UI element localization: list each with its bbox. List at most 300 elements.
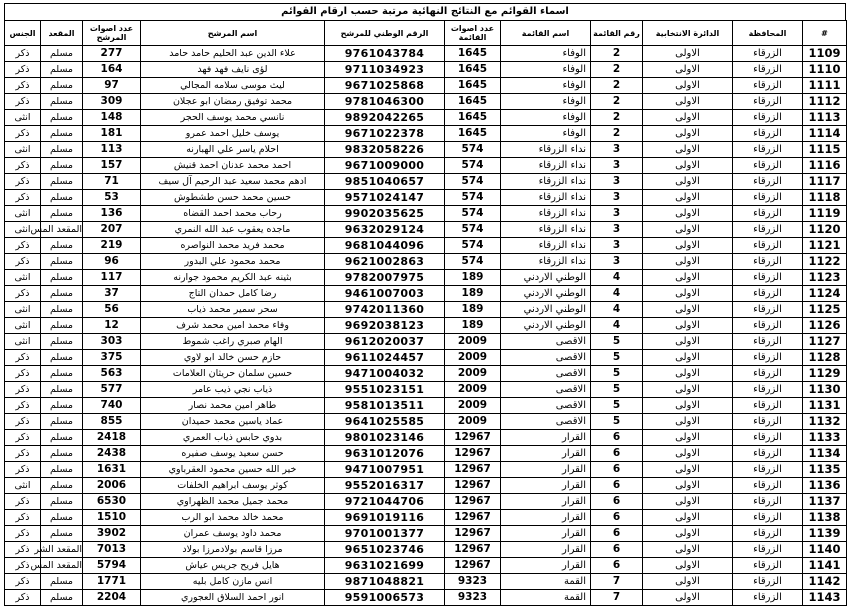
candidate-name-cell: عماد ياسين محمد حميدان (141, 414, 325, 430)
list-votes-cell: 1645 (445, 78, 501, 94)
list-name-cell: نداء الزرقاء (501, 174, 591, 190)
governorate-cell: الزرقاء (733, 78, 803, 94)
gender-cell: ذكر (5, 94, 41, 110)
seat-cell: مسلم (41, 94, 83, 110)
list-number-cell: 3 (591, 222, 643, 238)
candidate-votes-cell: 7013 (83, 542, 141, 558)
governorate-cell: الزرقاء (733, 142, 803, 158)
candidate-votes-cell: 3902 (83, 526, 141, 542)
row-number: 1116 (803, 158, 847, 174)
candidate-name-cell: ليث موسى سلامه المجالي (141, 78, 325, 94)
candidate-name-cell: نانسي محمد يوسف الحجر (141, 110, 325, 126)
list-name-cell: الوطني الاردني (501, 270, 591, 286)
gender-cell: ذكر (5, 526, 41, 542)
candidate-votes-cell: 71 (83, 174, 141, 190)
list-number-cell: 5 (591, 382, 643, 398)
row-number: 1118 (803, 190, 847, 206)
row-number: 1110 (803, 62, 847, 78)
national-id-cell: 9742011360 (325, 302, 445, 318)
row-number: 1114 (803, 126, 847, 142)
seat-cell: مسلم (41, 286, 83, 302)
national-id-cell: 9581013511 (325, 398, 445, 414)
candidate-name-cell: محمد خالد محمد ابو الرب (141, 510, 325, 526)
list-number-cell: 7 (591, 574, 643, 590)
national-id-cell: 9781046300 (325, 94, 445, 110)
table-row (5, 142, 847, 158)
governorate-cell: الزرقاء (733, 334, 803, 350)
list-votes-cell: 12967 (445, 526, 501, 542)
gender-cell: ذكر (5, 174, 41, 190)
candidate-votes-cell: 1631 (83, 462, 141, 478)
circuit-cell: الاولى (643, 574, 733, 590)
seat-cell: مسلم (41, 334, 83, 350)
governorate-cell: الزرقاء (733, 542, 803, 558)
circuit-cell: الاولى (643, 238, 733, 254)
table-row (5, 542, 847, 558)
candidate-votes-cell: 136 (83, 206, 141, 222)
list-number-cell: 3 (591, 238, 643, 254)
governorate-cell: الزرقاء (733, 222, 803, 238)
candidate-name-cell: ذياب نجي ذيب عامر (141, 382, 325, 398)
gender-cell: ذكر (5, 46, 41, 62)
gender-cell: انثى (5, 222, 41, 238)
candidate-votes-cell: 303 (83, 334, 141, 350)
candidate-votes-cell: 207 (83, 222, 141, 238)
seat-cell: مسلم (41, 510, 83, 526)
candidate-votes-cell: 12 (83, 318, 141, 334)
governorate-cell: الزرقاء (733, 574, 803, 590)
candidate-votes-cell: 577 (83, 382, 141, 398)
governorate-cell: الزرقاء (733, 238, 803, 254)
candidate-votes-cell: 181 (83, 126, 141, 142)
list-name-cell: القرار (501, 478, 591, 494)
gender-cell: ذكر (5, 62, 41, 78)
candidate-name-cell: هايل فريح جريس عياش (141, 558, 325, 574)
circuit-cell: الاولى (643, 590, 733, 606)
list-votes-cell: 189 (445, 318, 501, 334)
candidate-votes-cell: 164 (83, 62, 141, 78)
circuit-cell: الاولى (643, 318, 733, 334)
candidate-votes-cell: 309 (83, 94, 141, 110)
row-number: 1115 (803, 142, 847, 158)
gender-cell: ذكر (5, 510, 41, 526)
table-row (5, 494, 847, 510)
list-votes-cell: 1645 (445, 46, 501, 62)
list-number-cell: 2 (591, 94, 643, 110)
gender-cell: ذكر (5, 462, 41, 478)
seat-cell: مسلم (41, 174, 83, 190)
table-row (5, 78, 847, 94)
row-number: 1137 (803, 494, 847, 510)
circuit-cell: الاولى (643, 174, 733, 190)
table-row (5, 158, 847, 174)
candidate-name-cell: كوثر يوسف ابراهيم الخلفات (141, 478, 325, 494)
row-number: 1131 (803, 398, 847, 414)
national-id-cell: 9832058226 (325, 142, 445, 158)
list-name-cell: القرار (501, 526, 591, 542)
governorate-cell: الزرقاء (733, 302, 803, 318)
candidate-name-cell: محمد جميل محمد الظهراوي (141, 494, 325, 510)
candidate-name-cell: محمد محمود علي البدور (141, 254, 325, 270)
gender-cell: ذكر (5, 350, 41, 366)
circuit-cell: الاولى (643, 462, 733, 478)
national-id-cell: 9782007975 (325, 270, 445, 286)
list-votes-cell: 1645 (445, 94, 501, 110)
candidate-votes-cell: 2418 (83, 430, 141, 446)
row-number: 1125 (803, 302, 847, 318)
circuit-cell: الاولى (643, 158, 733, 174)
governorate-cell: الزرقاء (733, 126, 803, 142)
national-id-cell: 9681044096 (325, 238, 445, 254)
circuit-cell: الاولى (643, 558, 733, 574)
gender-cell: ذكر (5, 238, 41, 254)
list-number-cell: 6 (591, 526, 643, 542)
governorate-cell: الزرقاء (733, 478, 803, 494)
governorate-cell: الزرقاء (733, 398, 803, 414)
seat-cell: مسلم (41, 414, 83, 430)
gender-cell: ذكر (5, 398, 41, 414)
list-number-cell: 3 (591, 174, 643, 190)
circuit-cell: الاولى (643, 334, 733, 350)
national-id-cell: 9721044706 (325, 494, 445, 510)
list-number-cell: 6 (591, 446, 643, 462)
national-id-cell: 9851040657 (325, 174, 445, 190)
seat-cell: مسلم (41, 350, 83, 366)
circuit-cell: الاولى (643, 62, 733, 78)
candidate-votes-cell: 117 (83, 270, 141, 286)
governorate-cell: الزرقاء (733, 414, 803, 430)
table-row (5, 462, 847, 478)
governorate-cell: الزرقاء (733, 446, 803, 462)
national-id-cell: 9611024457 (325, 350, 445, 366)
seat-cell: مسلم (41, 366, 83, 382)
gender-cell: ذكر (5, 158, 41, 174)
gender-cell: ذكر (5, 366, 41, 382)
candidate-votes-cell: 56 (83, 302, 141, 318)
row-number: 1128 (803, 350, 847, 366)
candidate-name-cell: مرزا قاسم بولادمرزا بولاد (141, 542, 325, 558)
header-candidate-name: اسم المرشح (141, 21, 325, 46)
circuit-cell: الاولى (643, 446, 733, 462)
table-row (5, 398, 847, 414)
candidate-name-cell: حسين محمد حسن طشطوش (141, 190, 325, 206)
national-id-cell: 9551023151 (325, 382, 445, 398)
header-circuit: الدائرة الانتخابية (643, 21, 733, 46)
governorate-cell: الزرقاء (733, 318, 803, 334)
list-name-cell: القرار (501, 542, 591, 558)
list-name-cell: نداء الزرقاء (501, 238, 591, 254)
list-name-cell: نداء الزرقاء (501, 190, 591, 206)
list-votes-cell: 574 (445, 206, 501, 222)
gender-cell: ذكر (5, 542, 41, 558)
list-name-cell: نداء الزرقاء (501, 254, 591, 270)
list-number-cell: 5 (591, 414, 643, 430)
candidate-votes-cell: 6530 (83, 494, 141, 510)
header-list-name: اسم القائمة (501, 21, 591, 46)
gender-cell: ذكر (5, 446, 41, 462)
governorate-cell: الزرقاء (733, 494, 803, 510)
list-number-cell: 2 (591, 78, 643, 94)
list-number-cell: 6 (591, 542, 643, 558)
list-name-cell: نداء الزرقاء (501, 222, 591, 238)
circuit-cell: الاولى (643, 398, 733, 414)
list-votes-cell: 9323 (445, 574, 501, 590)
governorate-cell: الزرقاء (733, 590, 803, 606)
list-number-cell: 2 (591, 62, 643, 78)
candidate-name-cell: محمد داود يوسف عمران (141, 526, 325, 542)
list-votes-cell: 574 (445, 190, 501, 206)
governorate-cell: الزرقاء (733, 94, 803, 110)
candidate-votes-cell: 157 (83, 158, 141, 174)
gender-cell: انثى (5, 206, 41, 222)
seat-cell: مسلم (41, 478, 83, 494)
circuit-cell: الاولى (643, 414, 733, 430)
candidate-name-cell: خير الله حسين محمود العقرباوي (141, 462, 325, 478)
governorate-cell: الزرقاء (733, 526, 803, 542)
candidate-votes-cell: 740 (83, 398, 141, 414)
table-row (5, 382, 847, 398)
list-number-cell: 5 (591, 398, 643, 414)
national-id-cell: 9761043784 (325, 46, 445, 62)
national-id-cell: 9571024147 (325, 190, 445, 206)
seat-cell: مسلم (41, 62, 83, 78)
governorate-cell: الزرقاء (733, 158, 803, 174)
list-number-cell: 2 (591, 110, 643, 126)
governorate-cell: الزرقاء (733, 46, 803, 62)
row-number: 1109 (803, 46, 847, 62)
candidate-votes-cell: 2204 (83, 590, 141, 606)
list-number-cell: 3 (591, 190, 643, 206)
list-number-cell: 6 (591, 430, 643, 446)
list-votes-cell: 574 (445, 238, 501, 254)
table-row (5, 446, 847, 462)
seat-cell: مسلم (41, 430, 83, 446)
governorate-cell: الزرقاء (733, 110, 803, 126)
circuit-cell: الاولى (643, 286, 733, 302)
circuit-cell: الاولى (643, 494, 733, 510)
row-number: 1143 (803, 590, 847, 606)
candidate-name-cell: احلام ياسر علي الهبارنه (141, 142, 325, 158)
gender-cell: انثى (5, 270, 41, 286)
candidate-name-cell: يوسف خليل احمد عمرو (141, 126, 325, 142)
national-id-cell: 9621002863 (325, 254, 445, 270)
list-name-cell: الاقصى (501, 398, 591, 414)
list-name-cell: الوطني الاردني (501, 286, 591, 302)
governorate-cell: الزرقاء (733, 558, 803, 574)
circuit-cell: الاولى (643, 526, 733, 542)
seat-cell: مسلم (41, 398, 83, 414)
seat-cell: مسلم (41, 574, 83, 590)
table-row (5, 94, 847, 110)
seat-cell: مسلم (41, 238, 83, 254)
circuit-cell: الاولى (643, 366, 733, 382)
list-votes-cell: 2009 (445, 414, 501, 430)
list-votes-cell: 12967 (445, 462, 501, 478)
list-number-cell: 4 (591, 286, 643, 302)
table-body (5, 46, 847, 606)
table-row (5, 126, 847, 142)
seat-cell: مسلم (41, 526, 83, 542)
list-votes-cell: 12967 (445, 430, 501, 446)
table-row (5, 206, 847, 222)
governorate-cell: الزرقاء (733, 174, 803, 190)
list-votes-cell: 574 (445, 254, 501, 270)
circuit-cell: الاولى (643, 254, 733, 270)
row-number: 1113 (803, 110, 847, 126)
table-row (5, 414, 847, 430)
seat-cell: مسلم (41, 254, 83, 270)
candidate-name-cell: انس مازن كامل بليه (141, 574, 325, 590)
list-number-cell: 4 (591, 318, 643, 334)
candidate-name-cell: رضا كامل حمدان التاج (141, 286, 325, 302)
national-id-cell: 9612020037 (325, 334, 445, 350)
circuit-cell: الاولى (643, 94, 733, 110)
list-number-cell: 6 (591, 462, 643, 478)
table-row (5, 430, 847, 446)
gender-cell: ذكر (5, 254, 41, 270)
list-votes-cell: 574 (445, 174, 501, 190)
row-number: 1117 (803, 174, 847, 190)
national-id-cell: 9671025868 (325, 78, 445, 94)
gender-cell: انثى (5, 318, 41, 334)
national-id-cell: 9632029124 (325, 222, 445, 238)
gender-cell: انثى (5, 110, 41, 126)
header-gender: الجنس (5, 21, 41, 46)
header-candidate-votes: عدد اصوات المرشح (83, 21, 141, 46)
row-number: 1123 (803, 270, 847, 286)
list-votes-cell: 189 (445, 270, 501, 286)
gender-cell: انثى (5, 478, 41, 494)
circuit-cell: الاولى (643, 126, 733, 142)
list-votes-cell: 2009 (445, 334, 501, 350)
list-name-cell: نداء الزرقاء (501, 142, 591, 158)
national-id-cell: 9671022378 (325, 126, 445, 142)
circuit-cell: الاولى (643, 430, 733, 446)
list-number-cell: 5 (591, 334, 643, 350)
governorate-cell: الزرقاء (733, 254, 803, 270)
list-number-cell: 3 (591, 158, 643, 174)
candidate-name-cell: حازم حسن خالد ابو لاوي (141, 350, 325, 366)
circuit-cell: الاولى (643, 270, 733, 286)
list-number-cell: 3 (591, 254, 643, 270)
governorate-cell: الزرقاء (733, 286, 803, 302)
table-row (5, 286, 847, 302)
governorate-cell: الزرقاء (733, 382, 803, 398)
gender-cell: انثى (5, 302, 41, 318)
list-number-cell: 3 (591, 206, 643, 222)
list-votes-cell: 189 (445, 302, 501, 318)
gender-cell: ذكر (5, 574, 41, 590)
candidate-name-cell: طاهر امين محمد نصار (141, 398, 325, 414)
candidate-name-cell: احمد محمد عدنان احمد قنيش (141, 158, 325, 174)
candidate-name-cell: محمد فريد محمد النواصره (141, 238, 325, 254)
list-name-cell: الاقصى (501, 414, 591, 430)
list-name-cell: القرار (501, 558, 591, 574)
row-number: 1132 (803, 414, 847, 430)
circuit-cell: الاولى (643, 478, 733, 494)
seat-cell: مسلم (41, 446, 83, 462)
circuit-cell: الاولى (643, 302, 733, 318)
gender-cell: ذكر (5, 126, 41, 142)
candidate-name-cell: الهام صبري راغب شموط (141, 334, 325, 350)
page-title: اسماء القوائم مع النتائج النهائية مرتبة حسب ارقام القوائم (4, 3, 846, 20)
row-number: 1112 (803, 94, 847, 110)
list-votes-cell: 1645 (445, 126, 501, 142)
row-number: 1122 (803, 254, 847, 270)
list-votes-cell: 12967 (445, 558, 501, 574)
gender-cell: انثى (5, 334, 41, 350)
candidate-name-cell: وفاء محمد امين محمد شرف (141, 318, 325, 334)
table-row (5, 174, 847, 190)
seat-cell: المقعد الشر (41, 542, 83, 558)
list-name-cell: القمة (501, 590, 591, 606)
seat-cell: مسلم (41, 494, 83, 510)
list-votes-cell: 2009 (445, 350, 501, 366)
results-table (4, 20, 847, 606)
table-row (5, 238, 847, 254)
table-row (5, 318, 847, 334)
seat-cell: مسلم (41, 190, 83, 206)
list-votes-cell: 574 (445, 158, 501, 174)
national-id-cell: 9701001377 (325, 526, 445, 542)
list-name-cell: الوطني الاردني (501, 318, 591, 334)
list-votes-cell: 12967 (445, 494, 501, 510)
list-number-cell: 2 (591, 126, 643, 142)
national-id-cell: 9631021699 (325, 558, 445, 574)
list-name-cell: نداء الزرقاء (501, 206, 591, 222)
table-row (5, 190, 847, 206)
seat-cell: مسلم (41, 158, 83, 174)
list-votes-cell: 2009 (445, 366, 501, 382)
candidate-votes-cell: 96 (83, 254, 141, 270)
gender-cell: ذكر (5, 590, 41, 606)
list-number-cell: 3 (591, 142, 643, 158)
circuit-cell: الاولى (643, 382, 733, 398)
list-name-cell: الاقصى (501, 382, 591, 398)
row-number: 1141 (803, 558, 847, 574)
national-id-cell: 9591006573 (325, 590, 445, 606)
row-number: 1124 (803, 286, 847, 302)
candidate-name-cell: رحاب محمد احمد القضاه (141, 206, 325, 222)
row-number: 1133 (803, 430, 847, 446)
national-id-cell: 9691019116 (325, 510, 445, 526)
national-id-cell: 9552016317 (325, 478, 445, 494)
list-name-cell: نداء الزرقاء (501, 158, 591, 174)
national-id-cell: 9471004032 (325, 366, 445, 382)
list-number-cell: 5 (591, 366, 643, 382)
list-votes-cell: 1645 (445, 110, 501, 126)
table-row (5, 350, 847, 366)
list-name-cell: القرار (501, 430, 591, 446)
row-number: 1134 (803, 446, 847, 462)
candidate-name-cell: بثينه عبد الكريم محمود جوارنه (141, 270, 325, 286)
candidate-votes-cell: 219 (83, 238, 141, 254)
seat-cell: مسلم (41, 590, 83, 606)
table-row (5, 254, 847, 270)
candidate-votes-cell: 563 (83, 366, 141, 382)
table-row (5, 302, 847, 318)
list-name-cell: القرار (501, 446, 591, 462)
list-number-cell: 4 (591, 270, 643, 286)
list-number-cell: 6 (591, 478, 643, 494)
governorate-cell: الزرقاء (733, 510, 803, 526)
candidate-votes-cell: 53 (83, 190, 141, 206)
governorate-cell: الزرقاء (733, 190, 803, 206)
gender-cell: ذكر (5, 414, 41, 430)
candidate-name-cell: حسين سلمان حريثان العلامات (141, 366, 325, 382)
table-row (5, 558, 847, 574)
candidate-votes-cell: 5794 (83, 558, 141, 574)
